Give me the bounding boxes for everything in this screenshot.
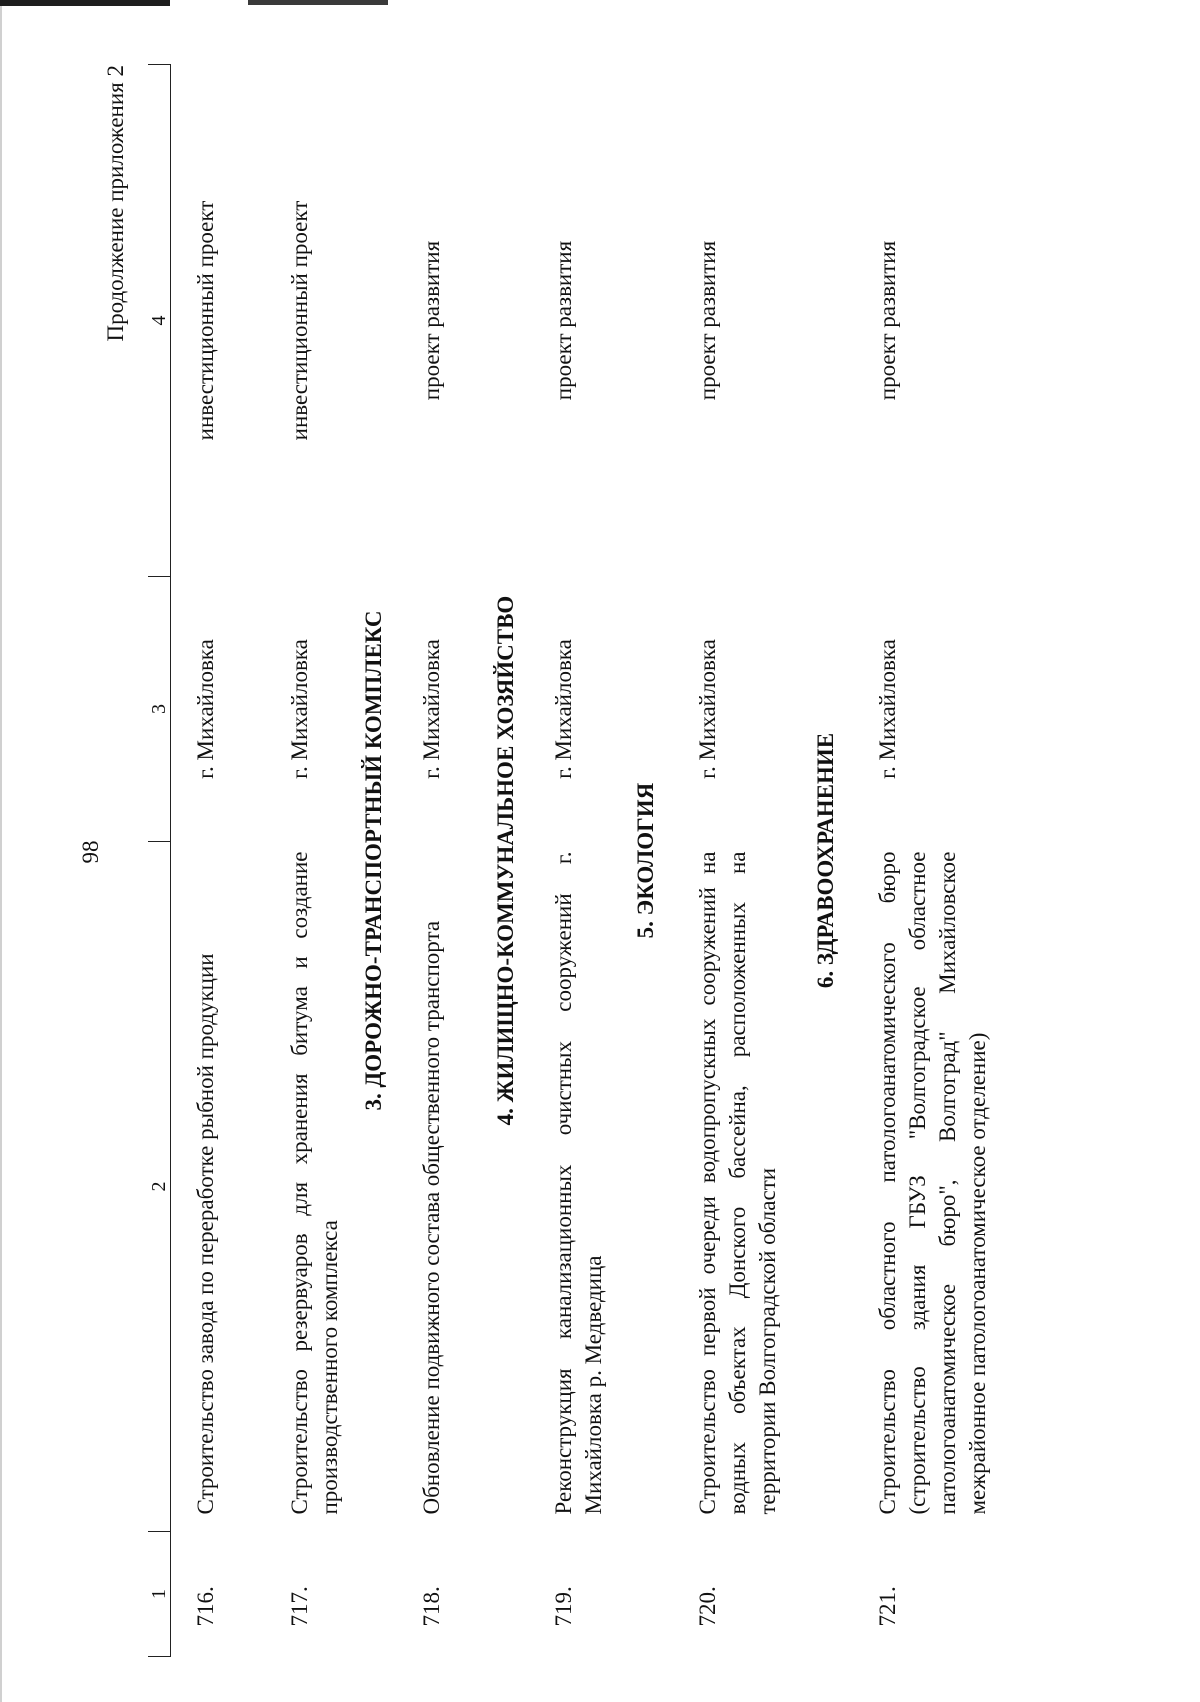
table-row xyxy=(529,65,623,1657)
section-title: 4. ЖИЛИЩНО-КОММУНАЛЬНОЕ ХОЗЯЙСТВО xyxy=(493,595,518,1126)
table-row xyxy=(673,65,803,1657)
section-title: 3. ДОРОЖНО-ТРАНСПОРТНЫЙ КОМПЛЕКС xyxy=(361,610,386,1111)
projects-table xyxy=(148,64,993,1657)
project-location: г. Михайловка xyxy=(551,639,576,779)
section-heading-row xyxy=(623,65,673,1657)
row-number: 719. xyxy=(551,1586,576,1627)
project-type: проект развития xyxy=(551,240,576,401)
section-title: 6. ЗДРАВООХРАНЕНИЕ xyxy=(813,732,838,989)
column-header: 3 xyxy=(148,577,171,842)
row-number: 721. xyxy=(875,1586,900,1627)
section-heading-row xyxy=(803,65,853,1657)
project-location: г. Михайловка xyxy=(419,639,444,779)
project-name: Строительство первой очереди водопропускных сооружений на водных объектах Донского бассейна, расположенных на территории Волгоградской области xyxy=(695,851,780,1515)
column-header: 4 xyxy=(148,65,171,577)
project-type: проект развития xyxy=(875,240,900,401)
appendix-continuation-note: Продолжение приложения 2 xyxy=(103,65,128,342)
table-row xyxy=(397,65,491,1657)
table-row xyxy=(265,65,359,1657)
table-row xyxy=(853,65,993,1657)
row-number: 718. xyxy=(419,1586,444,1627)
project-name: Строительство резервуаров для хранения битума и создание производственного комплекса xyxy=(287,851,342,1515)
column-header: 1 xyxy=(148,1532,171,1657)
project-name: Строительство завода по переработке рыбной продукции xyxy=(193,953,218,1515)
project-type: проект развития xyxy=(419,240,444,401)
section-heading-row xyxy=(491,65,529,1657)
project-location: г. Михайловка xyxy=(695,639,720,779)
row-number: 716. xyxy=(193,1586,218,1627)
project-type: инвестиционный проект xyxy=(193,200,218,441)
section-heading-row xyxy=(359,65,397,1657)
project-location: г. Михайловка xyxy=(875,639,900,779)
row-number: 720. xyxy=(695,1586,720,1627)
project-location: г. Михайловка xyxy=(287,639,312,779)
page-number: 98 xyxy=(78,840,103,864)
section-title: 5. ЭКОЛОГИЯ xyxy=(633,782,658,939)
project-name: Строительство областного патологоанатомического бюро (строительство здания ГБУЗ "Волгоградское областное патологоанатомическое бюро", Волгоград" Михайловское межрайонное патологоанатомическое отделение) xyxy=(875,851,990,1515)
table-header-row xyxy=(148,65,171,1657)
project-name: Обновление подвижного состава общественного транспорта xyxy=(419,920,444,1515)
project-type: проект развития xyxy=(695,240,720,401)
project-location: г. Михайловка xyxy=(193,639,218,779)
project-type: инвестиционный проект xyxy=(287,200,312,441)
table-row xyxy=(171,65,266,1657)
project-name: Реконструкция канализационных очистных сооружений г. Михайловка р. Медведица xyxy=(551,851,606,1515)
row-number: 717. xyxy=(287,1586,312,1627)
column-header: 2 xyxy=(148,842,171,1532)
